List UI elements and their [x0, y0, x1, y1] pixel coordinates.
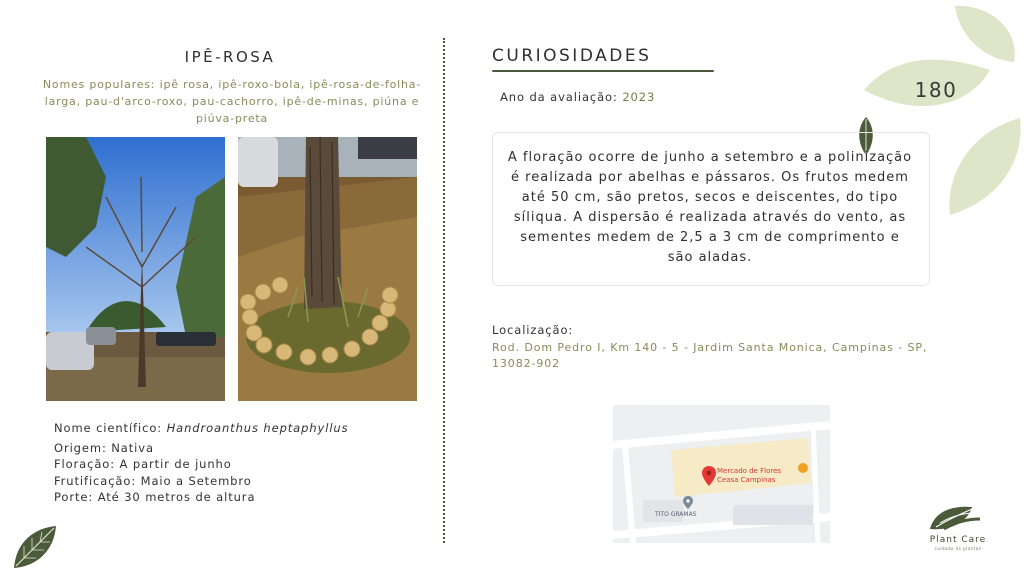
- scientific-name-label: Nome científico:: [54, 421, 167, 435]
- scientific-name: [54, 421, 349, 435]
- map-nearby-label: TITO GRAMAS: [655, 511, 697, 518]
- curiosities-title: CURIOSIDADES: [492, 46, 652, 66]
- leaf-decoration-bottom-left: [10, 522, 60, 572]
- origin: Origem: Nativa: [54, 441, 154, 455]
- fruiting: Frutificação: Maio a Setembro: [54, 474, 252, 488]
- plant-care-logo-icon: [928, 503, 982, 533]
- map-pin-icon: [702, 466, 716, 486]
- map-place-name-2: Ceasa Campinas: [717, 476, 776, 484]
- location-map[interactable]: [613, 405, 830, 543]
- tree-photo-2: [238, 137, 417, 401]
- location-address: Rod. Dom Pedro I, Km 140 - 5 - Jardim Santa Monica, Campinas - SP, 13082-902: [492, 341, 928, 370]
- curiosities-text: A floração ocorre de junho a setembro e a polinização é realizada por abelhas e pássaros. Os frutos medem até 50 cm, são pretos, secos e deiscentes, do tipo síliqua. A dispersão é realizada através do vento, as sementes medem de 2,5 a 3 cm de comprimento e são aladas.: [507, 150, 913, 265]
- map-place-name-1: Mercado de Flores: [717, 467, 782, 475]
- tree-photo-1: [46, 137, 225, 401]
- location-label: Localização:: [492, 323, 574, 337]
- scientific-name-value: Handroanthus heptaphyllus: [166, 421, 349, 435]
- evaluation-year: [500, 90, 655, 104]
- title-underline: [492, 70, 714, 72]
- tree-size: Porte: Até 30 metros de altura: [54, 490, 256, 504]
- species-title: IPÊ-ROSA: [184, 48, 276, 66]
- page-number: 180: [914, 78, 958, 102]
- column-divider: [443, 38, 445, 543]
- map-poi-icon: [683, 496, 693, 509]
- popular-names: Nomes populares: ipê rosa, ipê-roxo-bola, ipê-rosa-de-folha-larga, pau-d'arco-roxo, pau-cachorro, ipê-de-minas, piúna e piúva-preta: [42, 78, 422, 125]
- evaluation-year-label: Ano da avaliação:: [500, 90, 623, 104]
- brand-name: Plant Care: [929, 535, 987, 545]
- flowering: Floração: A partir de junho: [54, 457, 232, 471]
- brand-tagline: cuidado às plantas: [934, 546, 982, 551]
- evaluation-year-value: 2023: [622, 90, 656, 104]
